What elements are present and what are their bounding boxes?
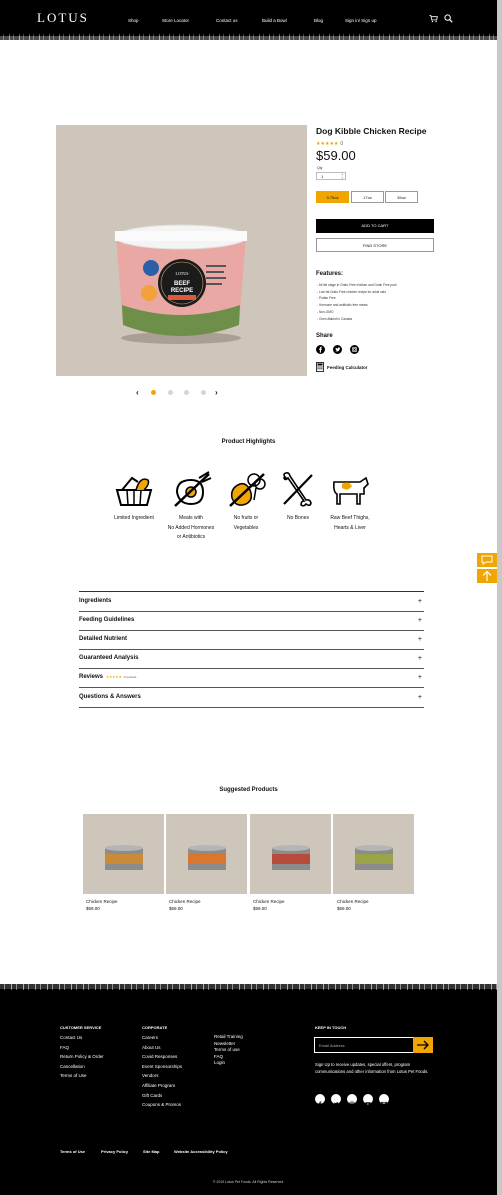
footer-link[interactable]: Coupons & Promos — [142, 1102, 182, 1108]
highlight-raw-beef — [320, 470, 380, 533]
facebook-glyph — [316, 1100, 324, 1108]
footer-link[interactable]: Login — [214, 1060, 226, 1065]
size-option-3-75oz[interactable]: 3.75oz — [316, 191, 349, 203]
add-to-cart-button[interactable]: ADD TO CART — [316, 219, 434, 233]
accordion-label: Reviews — [79, 674, 104, 680]
footer-sitemap-link[interactable]: Site Map — [143, 1149, 160, 1154]
no-bones-icon — [276, 470, 320, 510]
footer-privacy-link[interactable]: Privacy Policy — [101, 1149, 129, 1154]
search-icon[interactable] — [444, 14, 453, 23]
qty-label: Qty — [317, 166, 323, 170]
footer-accessibility-link[interactable]: Website Accessibility Policy — [174, 1149, 228, 1154]
accordion-label: Ingredients — [79, 598, 112, 604]
carousel-dot[interactable] — [184, 390, 189, 395]
svg-text:BEEF: BEEF — [173, 281, 191, 287]
footer-link[interactable]: Vendors — [142, 1073, 159, 1079]
feature-item: - Low fat Grain-Free chicken recipe for adult cats — [317, 289, 386, 294]
nav-blog[interactable]: Blog — [314, 18, 324, 23]
footer-link[interactable]: Event Sponsorships — [142, 1063, 183, 1069]
suggested-product-price: $59.00 — [337, 906, 351, 911]
cart-icon[interactable] — [429, 14, 438, 23]
corporate-links — [142, 1033, 182, 1110]
facebook-icon[interactable] — [315, 1094, 325, 1104]
footer-link[interactable]: Terms of use — [214, 1047, 240, 1052]
mail-glyph — [380, 1100, 388, 1108]
highlight-label: No Bones — [287, 515, 309, 521]
nav-sign-in[interactable]: Sign in/ Sign up — [345, 18, 377, 23]
review-count: 0 reviews — [123, 675, 137, 679]
plus-icon[interactable]: + — [417, 617, 422, 624]
carousel-dot[interactable] — [201, 390, 206, 395]
footer-link[interactable]: Cancellation — [60, 1063, 85, 1069]
quantity-stepper[interactable] — [316, 172, 346, 180]
suggested-product-image[interactable] — [83, 814, 164, 894]
footer-link[interactable]: Gift Cards — [142, 1092, 163, 1098]
accordion-reviews[interactable] — [79, 668, 424, 688]
accordion-feeding-guidelines[interactable] — [79, 611, 424, 631]
arrow-up-icon — [477, 569, 497, 583]
product-main-image — [56, 125, 307, 376]
instagram-icon[interactable] — [347, 1094, 357, 1104]
find-store-button[interactable]: FIND STORE — [316, 238, 434, 252]
highlight-no-fruits — [216, 470, 276, 533]
feature-item: - Non-GMO — [317, 309, 334, 314]
can-image — [83, 814, 164, 894]
nav-build-a-bowl[interactable]: Build a Bowl — [262, 18, 287, 23]
footer-link[interactable]: Contact Us — [60, 1035, 83, 1040]
feature-item: - All life stage in Grain-Free chicken and Grain Free pork — [317, 283, 397, 287]
suggested-product-price: $59.00 — [86, 906, 100, 911]
carousel-dot[interactable] — [151, 390, 156, 395]
mail-icon[interactable] — [379, 1094, 389, 1104]
feature-item: - Potato Free — [317, 296, 336, 301]
accordion-detailed-nutrient[interactable] — [79, 630, 424, 650]
plus-icon[interactable]: + — [417, 598, 422, 605]
features-list — [317, 282, 397, 322]
plus-icon[interactable]: + — [417, 655, 422, 662]
site-logo[interactable]: LOTUS — [37, 10, 89, 25]
rating-count: 0 — [340, 141, 344, 147]
can-image — [250, 814, 331, 894]
accordion-label: Feeding Guidelines — [79, 617, 135, 623]
product-tub-image — [56, 125, 307, 376]
qty-value: 1 — [321, 174, 324, 179]
youtube-icon[interactable] — [363, 1094, 373, 1104]
instagram-glyph — [348, 1100, 356, 1108]
size-option-17oz[interactable]: 17oz — [351, 191, 384, 203]
footer-link[interactable]: Terms of Use — [60, 1073, 87, 1079]
corporate-heading: CORPORATE — [142, 1025, 168, 1030]
review-stars: ★★★★★ — [106, 675, 122, 679]
footer-link[interactable]: FAQ — [214, 1053, 224, 1059]
can-image — [333, 814, 414, 894]
svg-text:RECIPE: RECIPE — [170, 288, 194, 294]
footer-link[interactable]: Careers — [142, 1035, 159, 1040]
rating-stars: ★★★★★ — [316, 141, 339, 147]
plus-icon[interactable]: + — [417, 636, 422, 643]
customer-service-heading: CUSTOMER SERVICE — [60, 1025, 102, 1030]
accordion-questions-answers[interactable] — [79, 688, 424, 708]
product-rating[interactable] — [316, 141, 343, 147]
youtube-glyph — [364, 1100, 372, 1108]
cow-icon — [328, 470, 372, 510]
email-submit-button[interactable] — [413, 1037, 433, 1053]
arrow-right-icon — [413, 1037, 433, 1053]
suggested-product-image[interactable] — [166, 814, 247, 894]
footer-link[interactable]: Affiliate Program — [142, 1082, 176, 1088]
copyright: © 2019 Lotus Pet Foods. All Rights Reserved. — [212, 1180, 285, 1184]
footer-link[interactable]: Return Policy & Order — [60, 1054, 104, 1060]
newsletter-text: Sign Up to receive updates, special offers, program communications and other information from Lotus Pet Foods. — [315, 1062, 429, 1074]
twitter-icon[interactable] — [333, 345, 342, 354]
carousel-next-arrow[interactable]: › — [215, 388, 218, 397]
highlight-label: Meats with No Added Hormones or Antibiotics — [167, 515, 215, 540]
customer-service-links — [60, 1033, 104, 1081]
suggested-product-name[interactable]: Chicken Recipe — [169, 899, 201, 904]
highlight-no-bones — [268, 470, 328, 524]
feeding-calculator-link[interactable] — [316, 362, 368, 372]
nav-shop[interactable]: Shop — [128, 18, 139, 23]
features-title: Features: — [316, 271, 344, 277]
misc-links — [214, 1034, 243, 1067]
size-option-35oz[interactable]: 35oz — [385, 191, 418, 203]
accordion-label: Questions & Answers — [79, 694, 141, 700]
footer-link[interactable]: Newsletter — [214, 1040, 236, 1046]
stepper-arrows-icon[interactable]: ▴ ▾ — [341, 172, 343, 180]
accordion-ingredients[interactable] — [79, 592, 424, 612]
product-price: $59.00 — [316, 148, 356, 163]
no-fruits-vegetables-icon — [224, 470, 268, 510]
instagram-icon[interactable] — [350, 345, 359, 354]
calculator-icon — [316, 362, 324, 372]
footer-terms-link[interactable]: Terms of Use — [60, 1149, 86, 1154]
suggested-product-name[interactable]: Chicken Recipe — [337, 899, 369, 904]
email-input[interactable]: Email Address — [314, 1037, 414, 1053]
nav-contact-us[interactable]: Contact us — [216, 18, 238, 23]
page-scrollbar[interactable] — [497, 0, 502, 1195]
chat-icon — [477, 553, 497, 567]
chat-button[interactable] — [477, 553, 497, 567]
footer-link[interactable]: FAQ — [60, 1044, 70, 1050]
suggested-product-price: $59.00 — [169, 906, 183, 911]
twitter-icon[interactable] — [331, 1094, 341, 1104]
suggested-product-price: $59.00 — [253, 906, 267, 911]
no-meat-hormones-icon — [169, 470, 213, 510]
product-title: Dog Kibble Chicken Recipe — [316, 126, 427, 136]
footer-link[interactable]: About Us — [142, 1044, 161, 1050]
highlight-label: Raw Beef Thighs, Hearts & Liver — [330, 515, 370, 531]
facebook-icon[interactable] — [316, 345, 325, 354]
suggested-title: Suggested Products — [219, 787, 278, 793]
nav-store-locator[interactable]: Store Locator — [162, 18, 190, 23]
suggested-product-name[interactable]: Chicken Recipe — [253, 899, 285, 904]
feature-item: - Hormone and antibiotic free meats — [317, 303, 368, 308]
plus-icon[interactable]: + — [417, 694, 422, 701]
carousel-prev-arrow[interactable]: ‹ — [136, 388, 139, 397]
suggested-product-image[interactable] — [333, 814, 414, 894]
highlight-label: No fruits or Vegetables — [233, 515, 259, 531]
can-image — [166, 814, 247, 894]
accordion-label: Detailed Nutrient — [79, 636, 128, 642]
feeding-calculator-label: Feeding Calculator — [327, 364, 368, 370]
highlight-limited-ingredient — [104, 470, 164, 524]
basket-icon — [112, 470, 156, 510]
highlights-title: Product Highlights — [221, 439, 276, 445]
plus-icon[interactable]: + — [417, 674, 422, 681]
carousel-dot[interactable] — [168, 390, 173, 395]
suggested-product-name[interactable]: Chicken Recipe — [86, 899, 118, 904]
footer-link[interactable]: Covid Responses — [142, 1054, 178, 1060]
accordion-guaranteed-analysis[interactable] — [79, 649, 424, 669]
highlight-no-hormones — [161, 470, 221, 543]
site-footer — [0, 989, 497, 1195]
svg-text:LOTUS: LOTUS — [175, 271, 189, 276]
scroll-top-button[interactable] — [477, 569, 497, 583]
keep-in-touch-heading: KEEP IN TOUCH — [315, 1025, 347, 1030]
footer-link[interactable]: Retail Training — [214, 1034, 243, 1039]
highlight-label: Limited Ingredient — [114, 515, 154, 521]
suggested-product-image[interactable] — [250, 814, 331, 894]
feature-item: - Oven-Baked in Canada — [317, 316, 353, 321]
share-title: Share — [316, 333, 333, 339]
accordion-label: Guaranteed Analysis — [79, 655, 139, 661]
twitter-glyph — [332, 1100, 340, 1108]
